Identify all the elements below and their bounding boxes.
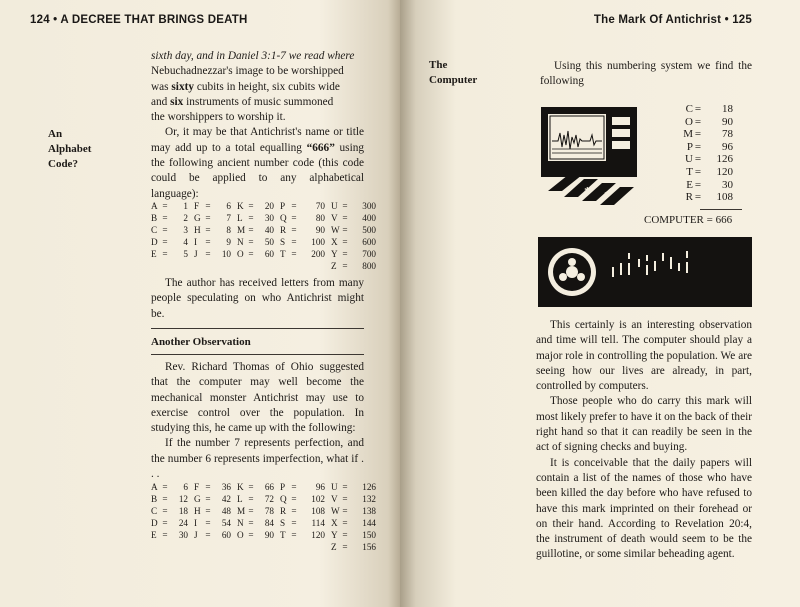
- value: 126: [716, 153, 733, 166]
- code-number: 90: [264, 530, 274, 541]
- code-equals: =: [291, 482, 297, 492]
- code-equals: =: [342, 201, 348, 211]
- code-letter: X: [331, 237, 338, 248]
- code-number: 40: [264, 225, 274, 236]
- code-number: 10: [221, 249, 231, 260]
- section-rule-bottom: [151, 354, 364, 355]
- code-letter: A: [151, 201, 158, 211]
- code-equals: =: [162, 201, 168, 211]
- code-letter: T: [280, 530, 286, 541]
- code-row: [151, 260, 382, 272]
- code-row: [151, 224, 382, 236]
- code-equals: =: [162, 249, 168, 260]
- code-number: 36: [221, 482, 231, 492]
- code-equals: =: [342, 261, 348, 272]
- code-number: 132: [362, 494, 376, 505]
- code-number: 18: [178, 506, 188, 517]
- letter: R: [685, 191, 693, 204]
- code-number: 156: [362, 542, 376, 553]
- value: 120: [716, 165, 733, 178]
- code-equals: =: [205, 506, 211, 517]
- code-equals: =: [248, 482, 254, 492]
- code-number: 72: [264, 494, 274, 505]
- code-number: 6: [183, 482, 188, 492]
- code-number: 24: [178, 518, 188, 529]
- code-number: 60: [221, 530, 231, 541]
- code-number: 8: [226, 225, 231, 236]
- code-number: 1: [183, 201, 188, 211]
- code-number: 800: [362, 261, 376, 272]
- code-number: 126: [362, 482, 376, 492]
- code-equals: =: [205, 249, 211, 260]
- code-number: 4: [183, 237, 188, 248]
- code-letter: W: [331, 225, 340, 236]
- code-number: 60: [264, 249, 274, 260]
- code-number: 54: [221, 518, 231, 529]
- code-letter: V: [331, 494, 338, 505]
- right-intro: Using this numbering system we find the following: [540, 60, 752, 88]
- code-number: 30: [264, 213, 274, 224]
- code-equals: =: [291, 494, 297, 505]
- code-letter: [237, 260, 246, 272]
- code-row: [151, 541, 382, 553]
- code-equals: =: [291, 530, 297, 541]
- value: 18: [722, 103, 733, 115]
- code-equals: =: [205, 237, 211, 248]
- code-letter: B: [151, 213, 158, 224]
- value: 96: [722, 140, 733, 153]
- left-running-head: 124 • A DECREE THAT BRINGS DEATH: [30, 14, 248, 26]
- code-equals: =: [342, 249, 348, 260]
- code-equals: =: [162, 506, 168, 517]
- code-letter: O: [237, 530, 244, 541]
- code-number: 700: [362, 249, 376, 260]
- code-letter: C: [151, 225, 158, 236]
- code-letter: R: [280, 506, 287, 517]
- code-row: [151, 236, 382, 248]
- value: 90: [722, 115, 733, 128]
- code-letter: N: [237, 518, 244, 529]
- code-number: 138: [362, 506, 376, 517]
- value: 108: [716, 191, 733, 204]
- computer-number-code-table: [151, 481, 382, 554]
- code-equals: =: [291, 237, 297, 248]
- computer-value-row: [665, 166, 733, 179]
- code-letter: K: [237, 201, 244, 211]
- intro-line: Nebuchadnezzar's image to be worshipped: [151, 65, 344, 78]
- tape-reel-illustration: [538, 237, 752, 307]
- computer-value-row: [665, 191, 733, 204]
- computer-value-row: [665, 141, 733, 154]
- code-letter: F: [194, 482, 200, 492]
- svg-text:✱: ✱: [604, 190, 611, 199]
- equals-sign: =: [694, 103, 702, 115]
- code-letter: L: [237, 494, 243, 505]
- code-letter: N: [237, 237, 244, 248]
- code-letter: M: [237, 506, 246, 517]
- code-letter: Z: [331, 542, 337, 553]
- equals-sign: =: [694, 128, 702, 141]
- code-letter: I: [194, 518, 198, 529]
- equals-sign: =: [694, 178, 702, 191]
- code-letter: E: [151, 530, 157, 541]
- right-page: [400, 0, 800, 607]
- intro-line: and six instruments of music summoned: [151, 95, 334, 108]
- code-number: 78: [264, 506, 274, 517]
- letters-paragraph: The author has received letters from many people speculating on who Antichrist might be.: [151, 277, 364, 320]
- code-number: 144: [362, 518, 376, 529]
- equals-sign: =: [694, 140, 702, 153]
- code-equals: =: [162, 213, 168, 224]
- code-number: 20: [264, 201, 274, 211]
- code-letter: Y: [331, 249, 338, 260]
- code-letter: P: [280, 482, 286, 492]
- code-letter: M: [237, 225, 246, 236]
- code-row: [151, 493, 382, 505]
- code-equals: =: [342, 213, 348, 224]
- code-letter: U: [331, 201, 338, 211]
- code-number: [170, 260, 194, 272]
- code-equals: =: [342, 494, 348, 505]
- code-number: 600: [362, 237, 376, 248]
- code-number: 100: [311, 237, 325, 248]
- code-number: [213, 260, 237, 272]
- code-number: [170, 541, 194, 553]
- code-letter: [237, 541, 246, 553]
- code-letter: O: [237, 249, 244, 260]
- code-equals: =: [205, 494, 211, 505]
- code-row: [151, 248, 382, 260]
- code-letter: X: [331, 518, 338, 529]
- code-equals: =: [291, 518, 297, 529]
- code-letter: F: [194, 201, 200, 211]
- code-letter: H: [194, 506, 201, 517]
- code-number: 114: [311, 518, 325, 529]
- code-equals: =: [162, 237, 168, 248]
- code-equals: =: [342, 482, 348, 492]
- code-number: 12: [178, 494, 188, 505]
- computer-value-row: [665, 103, 733, 116]
- code-equals: =: [205, 225, 211, 236]
- computer-value-row: [665, 179, 733, 192]
- code-number: 500: [362, 225, 376, 236]
- code-number: 9: [226, 237, 231, 248]
- code-equals: =: [205, 518, 211, 529]
- letter: P: [686, 140, 693, 153]
- code-letter: L: [237, 213, 243, 224]
- code-number: 400: [362, 213, 376, 224]
- code-number: [256, 541, 280, 553]
- code-number: 7: [226, 213, 231, 224]
- code-letter: B: [151, 494, 158, 505]
- code-letter: E: [151, 249, 157, 260]
- value: 30: [722, 178, 733, 191]
- code-letter: D: [151, 518, 158, 529]
- code-letter: [151, 541, 160, 553]
- code-equals: =: [162, 494, 168, 505]
- code-equals: =: [248, 518, 254, 529]
- code-equals: =: [342, 542, 348, 553]
- computer-total: COMPUTER = 666: [644, 214, 733, 226]
- code-row: [151, 481, 382, 493]
- code-letter: Q: [280, 213, 287, 224]
- code-letter: [280, 260, 289, 272]
- code-letter: [280, 541, 289, 553]
- code-row: [151, 212, 382, 224]
- sum-rule: [700, 209, 742, 210]
- code-equals: =: [162, 482, 168, 492]
- intro-line: the worshippers to worship it.: [151, 111, 286, 124]
- code-equals: =: [248, 506, 254, 517]
- computer-value-row: [665, 128, 733, 141]
- intro-line: was sixty cubits in height, six cubits wide: [151, 80, 340, 93]
- code-equals: =: [205, 201, 211, 211]
- code-letter: C: [151, 506, 158, 517]
- code-number: 3: [183, 225, 188, 236]
- observation-text: Rev. Richard Thomas of Ohio suggested that the computer may well become the mechanical monster Antichrist may use to exercise control over the population. In studying this, he came up with the following: If the number 7 represents perfection, and the number 6 represents imperfection, what if . . .: [151, 361, 364, 481]
- code-letter: H: [194, 225, 201, 236]
- code-number: 2: [183, 213, 188, 224]
- code-equals: =: [205, 213, 211, 224]
- code-number: 42: [221, 494, 231, 505]
- code-equals: =: [291, 201, 297, 211]
- code-letter: Q: [280, 494, 287, 505]
- code-letter: [194, 260, 203, 272]
- code-number: 6: [226, 201, 231, 211]
- letter: E: [686, 178, 693, 191]
- code-number: [256, 260, 280, 272]
- code-letter: S: [280, 237, 286, 248]
- code-number: 66: [264, 482, 274, 492]
- code-letter: [151, 260, 160, 272]
- code-row: [151, 529, 382, 541]
- code-equals: =: [291, 249, 297, 260]
- code-letter: G: [194, 494, 201, 505]
- equals-sign: =: [694, 153, 702, 166]
- code-number: 5: [183, 249, 188, 260]
- margin-note-alphabet-code: An Alphabet Code?: [48, 128, 92, 170]
- letter: T: [686, 165, 693, 178]
- code-number: 50: [264, 237, 274, 248]
- code-letter: G: [194, 213, 201, 224]
- code-equals: =: [291, 506, 297, 517]
- code-equals: =: [248, 237, 254, 248]
- code-number: 108: [311, 506, 325, 517]
- letter: O: [685, 115, 693, 128]
- code-letter: Z: [331, 261, 337, 272]
- computer-illustration: [538, 105, 640, 207]
- code-number: 90: [315, 225, 325, 236]
- code-equals: [246, 260, 256, 272]
- code-number: 150: [362, 530, 376, 541]
- code-equals: =: [248, 213, 254, 224]
- code-number: [213, 541, 237, 553]
- code-letter: D: [151, 237, 158, 248]
- code-number: 96: [315, 482, 325, 492]
- intro-text: [151, 49, 364, 202]
- code-number: 48: [221, 506, 231, 517]
- code-letter: U: [331, 482, 338, 492]
- code-number: 300: [362, 201, 376, 211]
- intro-line: sixth day, and in Daniel 3:1-7 we read where: [151, 50, 355, 62]
- code-row: [151, 517, 382, 529]
- paragraph-antichrist-name: Or, it may be that Antichrist's name or title may add up to a total equalling “666” using the following ancient number code (this code could be applied to any alphabetical language):: [151, 126, 365, 200]
- code-number: 102: [311, 494, 325, 505]
- code-letter: V: [331, 213, 338, 224]
- code-equals: [160, 541, 170, 553]
- code-equals: [160, 260, 170, 272]
- code-letter: K: [237, 482, 244, 492]
- letter: C: [685, 103, 693, 115]
- code-letter: W: [331, 506, 340, 517]
- equals-sign: =: [694, 165, 702, 178]
- code-letter: P: [280, 201, 286, 211]
- code-equals: =: [248, 201, 254, 211]
- code-number: 200: [311, 249, 325, 260]
- code-equals: [246, 541, 256, 553]
- computer-value-row: [665, 116, 733, 129]
- code-number: 30: [178, 530, 188, 541]
- code-equals: =: [248, 530, 254, 541]
- computer-value-row: [665, 153, 733, 166]
- section-heading: Another Observation: [151, 336, 251, 348]
- code-letter: [194, 541, 203, 553]
- code-letter: R: [280, 225, 287, 236]
- code-equals: [289, 260, 299, 272]
- code-letter: S: [280, 518, 286, 529]
- code-equals: =: [342, 225, 348, 236]
- right-body-text: This certainly is an interesting observation and time will tell. The computer should play a major role in controlling the population. We are seeing how our lives are already, in part, controlled by computers. Those people who do carry this mark will most likely prefer to have it on the back of their right hand so that it can readily be seen in the act of signing checks and buying. It is conceivable that the daily papers will contain a list of the names of those who have been killed the day before who have refused to have this mark imprinted on their forehead or on their hand. According to Revelation 20:4, the instrument of death would seem to be the guillotine, or some similar beheading agent.: [536, 319, 752, 561]
- code-letter: J: [194, 249, 198, 260]
- code-letter: J: [194, 530, 198, 541]
- code-equals: =: [342, 518, 348, 529]
- code-letter: T: [280, 249, 286, 260]
- code-number: 80: [315, 213, 325, 224]
- code-equals: =: [291, 213, 297, 224]
- code-number: 70: [315, 201, 325, 211]
- code-equals: =: [291, 225, 297, 236]
- right-running-head: The Mark Of Antichrist • 125: [593, 14, 752, 26]
- computer-value-list: [665, 103, 733, 204]
- code-equals: =: [205, 482, 211, 492]
- code-number: [299, 541, 331, 553]
- code-equals: [203, 260, 213, 272]
- code-equals: =: [205, 530, 211, 541]
- code-equals: =: [162, 225, 168, 236]
- margin-note-computer: The Computer: [429, 59, 478, 86]
- code-equals: =: [248, 249, 254, 260]
- equals-sign: =: [694, 115, 702, 128]
- code-letter: Y: [331, 530, 338, 541]
- code-equals: =: [248, 494, 254, 505]
- section-rule-top: [151, 328, 364, 329]
- code-equals: =: [248, 225, 254, 236]
- letter: U: [685, 153, 693, 166]
- code-number: 120: [311, 530, 325, 541]
- code-number: 84: [264, 518, 274, 529]
- code-number: [299, 260, 331, 272]
- code-letter: I: [194, 237, 198, 248]
- code-equals: [289, 541, 299, 553]
- svg-text:✱: ✱: [584, 186, 591, 195]
- code-equals: =: [162, 518, 168, 529]
- code-equals: =: [342, 237, 348, 248]
- equals-sign: =: [694, 191, 702, 204]
- code-equals: =: [342, 530, 348, 541]
- code-equals: =: [342, 506, 348, 517]
- code-equals: [203, 541, 213, 553]
- code-equals: =: [162, 530, 168, 541]
- code-row: [151, 200, 382, 212]
- code-letter: A: [151, 482, 158, 492]
- letter: M: [683, 128, 693, 141]
- value: 78: [722, 128, 733, 141]
- code-row: [151, 505, 382, 517]
- ancient-number-code-table: [151, 200, 382, 273]
